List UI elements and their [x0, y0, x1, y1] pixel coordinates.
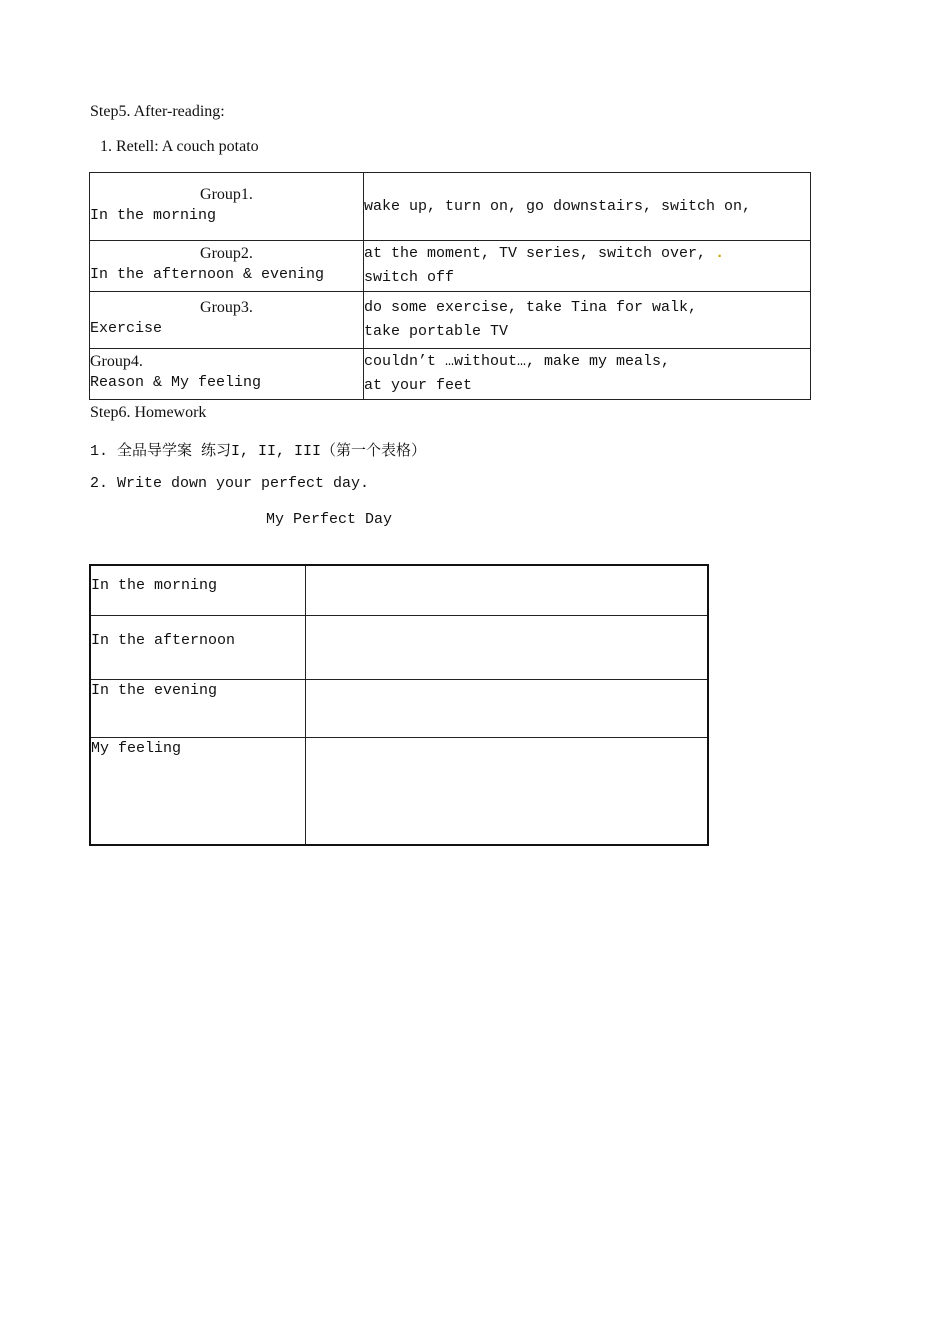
table-row — [90, 615, 708, 679]
homework-item-2: 2. Write down your perfect day. — [90, 475, 370, 492]
group-topic: Reason & My feeling — [90, 374, 262, 391]
table-row — [90, 679, 708, 737]
retell-table — [89, 172, 811, 400]
answer-cell[interactable] — [306, 737, 709, 845]
table-row — [90, 565, 708, 615]
period-cell — [90, 565, 306, 615]
table-row — [90, 173, 811, 241]
group-cell — [90, 173, 364, 241]
answer-cell[interactable] — [306, 615, 709, 679]
step6-heading: Step6. Homework — [90, 404, 207, 421]
answer-cell[interactable] — [306, 565, 709, 615]
period-label: In the evening — [91, 681, 218, 699]
phrases-line: take portable TV — [364, 323, 509, 340]
perfect-day-title: My Perfect Day — [266, 511, 393, 528]
group-cell — [90, 349, 364, 400]
table-row — [90, 349, 811, 400]
period-label: My feeling — [91, 739, 182, 757]
table-row — [90, 241, 811, 292]
phrases-line: at the moment, TV series, switch over, . — [364, 245, 725, 262]
group-topic: In the morning — [90, 206, 217, 224]
mark-dot: . — [715, 245, 725, 262]
step5-heading: Step5. After-reading: — [90, 103, 225, 120]
phrases-line: at your feet — [364, 377, 473, 394]
period-cell — [90, 737, 306, 845]
phrases-cell — [364, 241, 811, 292]
group-name: Group4. — [90, 353, 143, 370]
period-cell — [90, 679, 306, 737]
table-row — [90, 737, 708, 845]
phrases-line: wake up, turn on, go downstairs, switch on, — [364, 197, 752, 215]
period-cell — [90, 615, 306, 679]
retell-label: 1. Retell: A couch potato — [100, 138, 259, 155]
group-name: Group1. — [200, 185, 253, 203]
table-row — [90, 292, 811, 349]
homework-item-1: 1. 全品导学案 练习I, II, III（第一个表格） — [90, 443, 427, 460]
group-cell — [90, 292, 364, 349]
group-name: Group3. — [200, 299, 253, 316]
perfect-day-table — [89, 564, 709, 846]
group-topic: In the afternoon & evening — [90, 266, 325, 283]
phrases-line: switch off — [364, 269, 455, 286]
phrases-line: couldn’t …without…, make my meals, — [364, 353, 671, 370]
period-label: In the morning — [91, 577, 218, 594]
phrases-line: do some exercise, take Tina for walk, — [364, 299, 698, 316]
phrases-cell — [364, 292, 811, 349]
group-name: Group2. — [200, 245, 253, 262]
phrases-cell — [364, 349, 811, 400]
phrases-cell — [364, 173, 811, 241]
answer-cell[interactable] — [306, 679, 709, 737]
group-cell — [90, 241, 364, 292]
period-label: In the afternoon — [91, 631, 236, 649]
group-topic: Exercise — [90, 320, 163, 337]
